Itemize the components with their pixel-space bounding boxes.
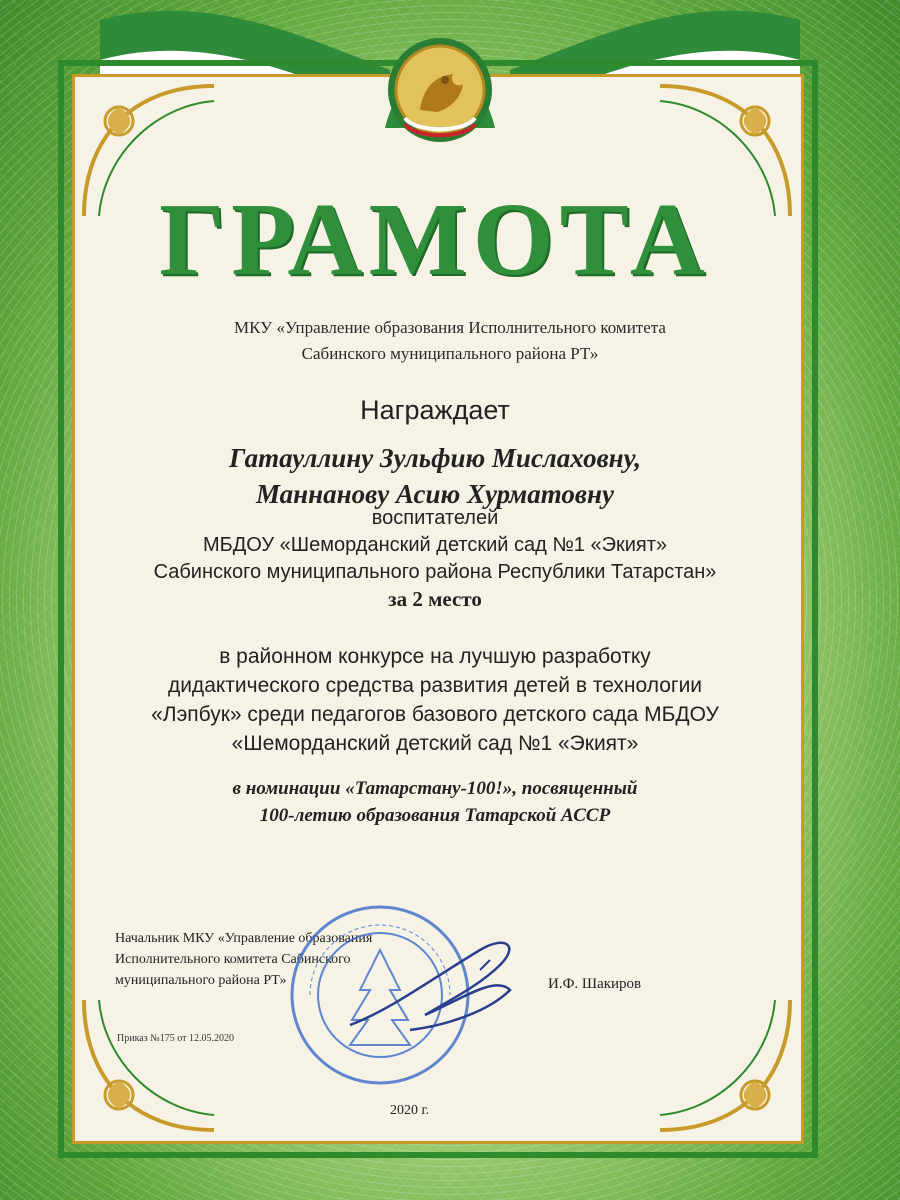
contest-description — [0, 642, 870, 758]
certificate-title: ГРАМОТА — [159, 182, 711, 297]
awards-heading: Награждает — [360, 395, 510, 425]
contest-line: «Лэпбук» среди педагогов базового детского сада МБДОУ — [151, 703, 719, 726]
corner-ornament — [74, 990, 224, 1140]
recipient-name: Маннанову Асию Хурматовну — [256, 479, 614, 509]
recipient-role: воспитателей — [371, 507, 499, 529]
contest-line: дидактического средства развития детей в технологии — [167, 674, 703, 697]
organization-line: Сабинского муниципального района Республики Татарстан» — [153, 561, 717, 583]
handwritten-signature — [330, 930, 540, 1050]
contest-line: «Шеморданский детский сад №1 «Экият» — [231, 732, 639, 755]
recipients — [0, 440, 870, 512]
organization-block — [0, 505, 870, 613]
nomination — [0, 775, 870, 829]
signer-name: И.Ф. Шакиров — [548, 976, 642, 992]
issuer-line: Сабинского муниципального района РТ» — [301, 344, 599, 363]
contest-line: в районном конкурсе на лучшую разработку — [219, 645, 651, 668]
issue-year: 2020 г. — [390, 1103, 430, 1118]
tatarstan-emblem — [365, 18, 515, 168]
signer-line: муниципального района РТ» — [115, 973, 287, 988]
nomination-line: 100-летию образования Татарской АССР — [259, 805, 611, 826]
recipient-name: Гатауллину Зульфию Мислаховну, — [228, 443, 642, 473]
signer-line: Исполнительного комитета Сабинского — [115, 952, 351, 967]
organization-line: МБДОУ «Шеморданский детский сад №1 «Экият» — [202, 534, 668, 556]
issuer-line: МКУ «Управление образования Исполнительного комитета — [234, 318, 666, 337]
place-award: за 2 место — [388, 587, 482, 611]
issuer — [170, 315, 730, 367]
signer-line: Начальник МКУ «Управление образования — [115, 931, 373, 946]
nomination-line: в номинации «Татарстану-100!», посвященный — [232, 778, 638, 799]
corner-ornament — [650, 990, 800, 1140]
order-reference: Приказ №175 от 12.05.2020 — [117, 1033, 234, 1044]
